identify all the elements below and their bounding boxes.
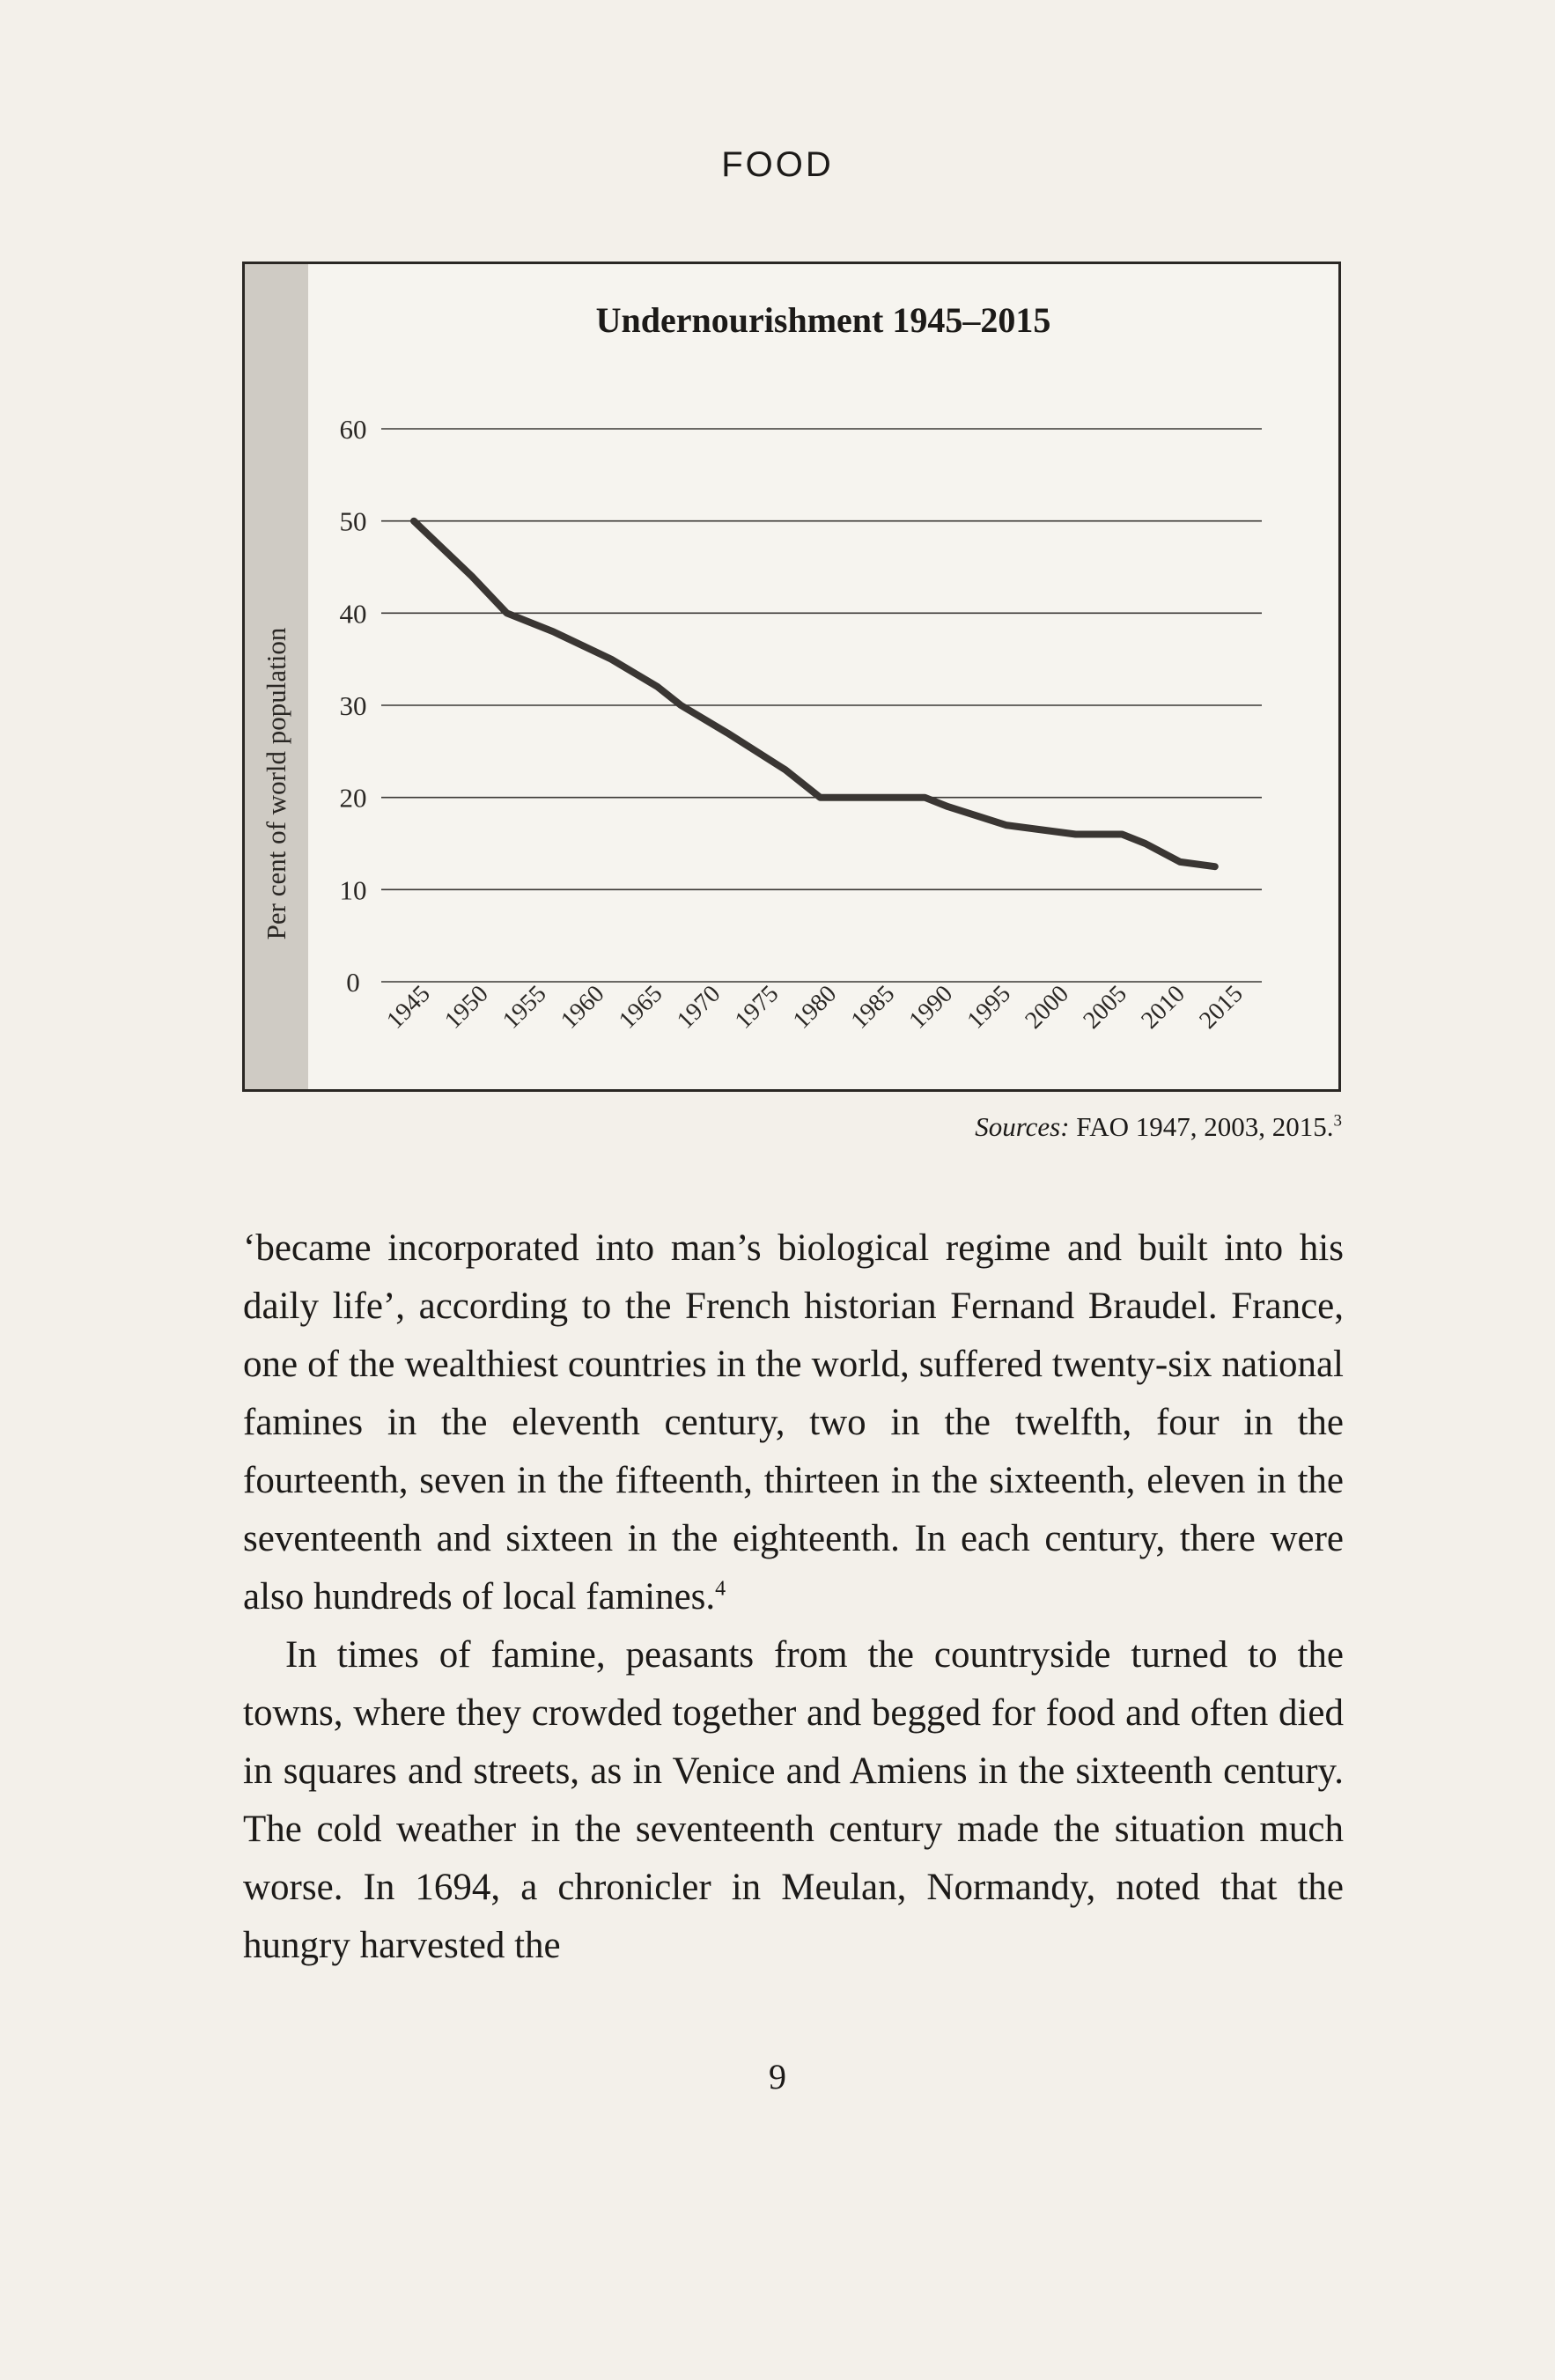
x-tick-label: 1960 [556,980,610,1035]
chart-plot [245,264,1338,1089]
sources-label: Sources: [975,1111,1070,1142]
y-axis-label: Per cent of world population [261,627,291,940]
x-tick-label: 2000 [1020,980,1074,1035]
page-number: 9 [769,2057,786,2096]
x-tick-label: 2015 [1194,980,1249,1035]
chart-title: Undernourishment 1945–2015 [595,300,1051,340]
x-tick-labels [381,980,1249,1035]
figure-sources [975,1111,1342,1143]
paragraph-1-note-ref: 4 [715,1577,726,1601]
x-tick-label: 1985 [845,980,901,1035]
grid-lines [381,429,1262,982]
y-tick-label: 30 [339,690,367,721]
paragraph-1 [243,1219,1344,1626]
running-head: FOOD [721,145,834,184]
y-tick-labels [340,414,367,998]
x-tick-label: 1980 [787,980,843,1035]
y-tick-label: 0 [346,967,360,998]
y-tick-label: 40 [339,598,367,630]
y-tick-label: 10 [339,874,367,906]
y-tick-label: 20 [339,782,367,814]
x-tick-label: 1955 [497,980,552,1035]
y-tick-label: 60 [339,414,367,445]
y-tick-label: 50 [339,505,367,537]
sources-note-ref: 3 [1333,1111,1342,1131]
x-tick-label: 1965 [613,980,668,1035]
series-lines [414,521,1215,867]
x-tick-label: 1970 [671,980,726,1035]
paragraph-2 [243,1626,1344,1975]
chart-figure [242,262,1341,1092]
x-tick-label: 1995 [962,980,1017,1035]
x-tick-label: 1950 [439,980,494,1035]
body-text [243,1219,1344,1975]
paragraph-2-text: In times of famine, peasants from the countryside turned to the towns, where they crowded together and begged for food and often died in squares and streets, as in Venice and Amiens in the sixteenth century. The cold weather in the seventeenth century made the situation much worse. In 1694, a chronicler in Meulan, Normandy, noted that the hungry harvested the [243,1634,1344,1966]
series-line-0 [414,521,1215,867]
x-tick-label: 1990 [903,980,959,1035]
paragraph-1-text: ‘became incorporated into man’s biological regime and built into his daily life’, according to the French historian Fernand Braudel. France, one of the wealthiest countries in the world, suffered twenty-six national famines in the eleventh century, two in the twelfth, four in the fourteenth, seven in the fifteenth, thirteen in the sixteenth, eleven in the seventeenth and sixteen in the eighteenth. In each century, there were also hundreds of local famines. [243,1227,1344,1617]
x-tick-label: 2005 [1078,980,1132,1035]
x-tick-label: 1975 [729,980,785,1035]
sources-text: FAO 1947, 2003, 2015. [1069,1111,1334,1142]
x-tick-label: 1945 [381,980,436,1035]
x-tick-label: 2010 [1136,980,1190,1035]
